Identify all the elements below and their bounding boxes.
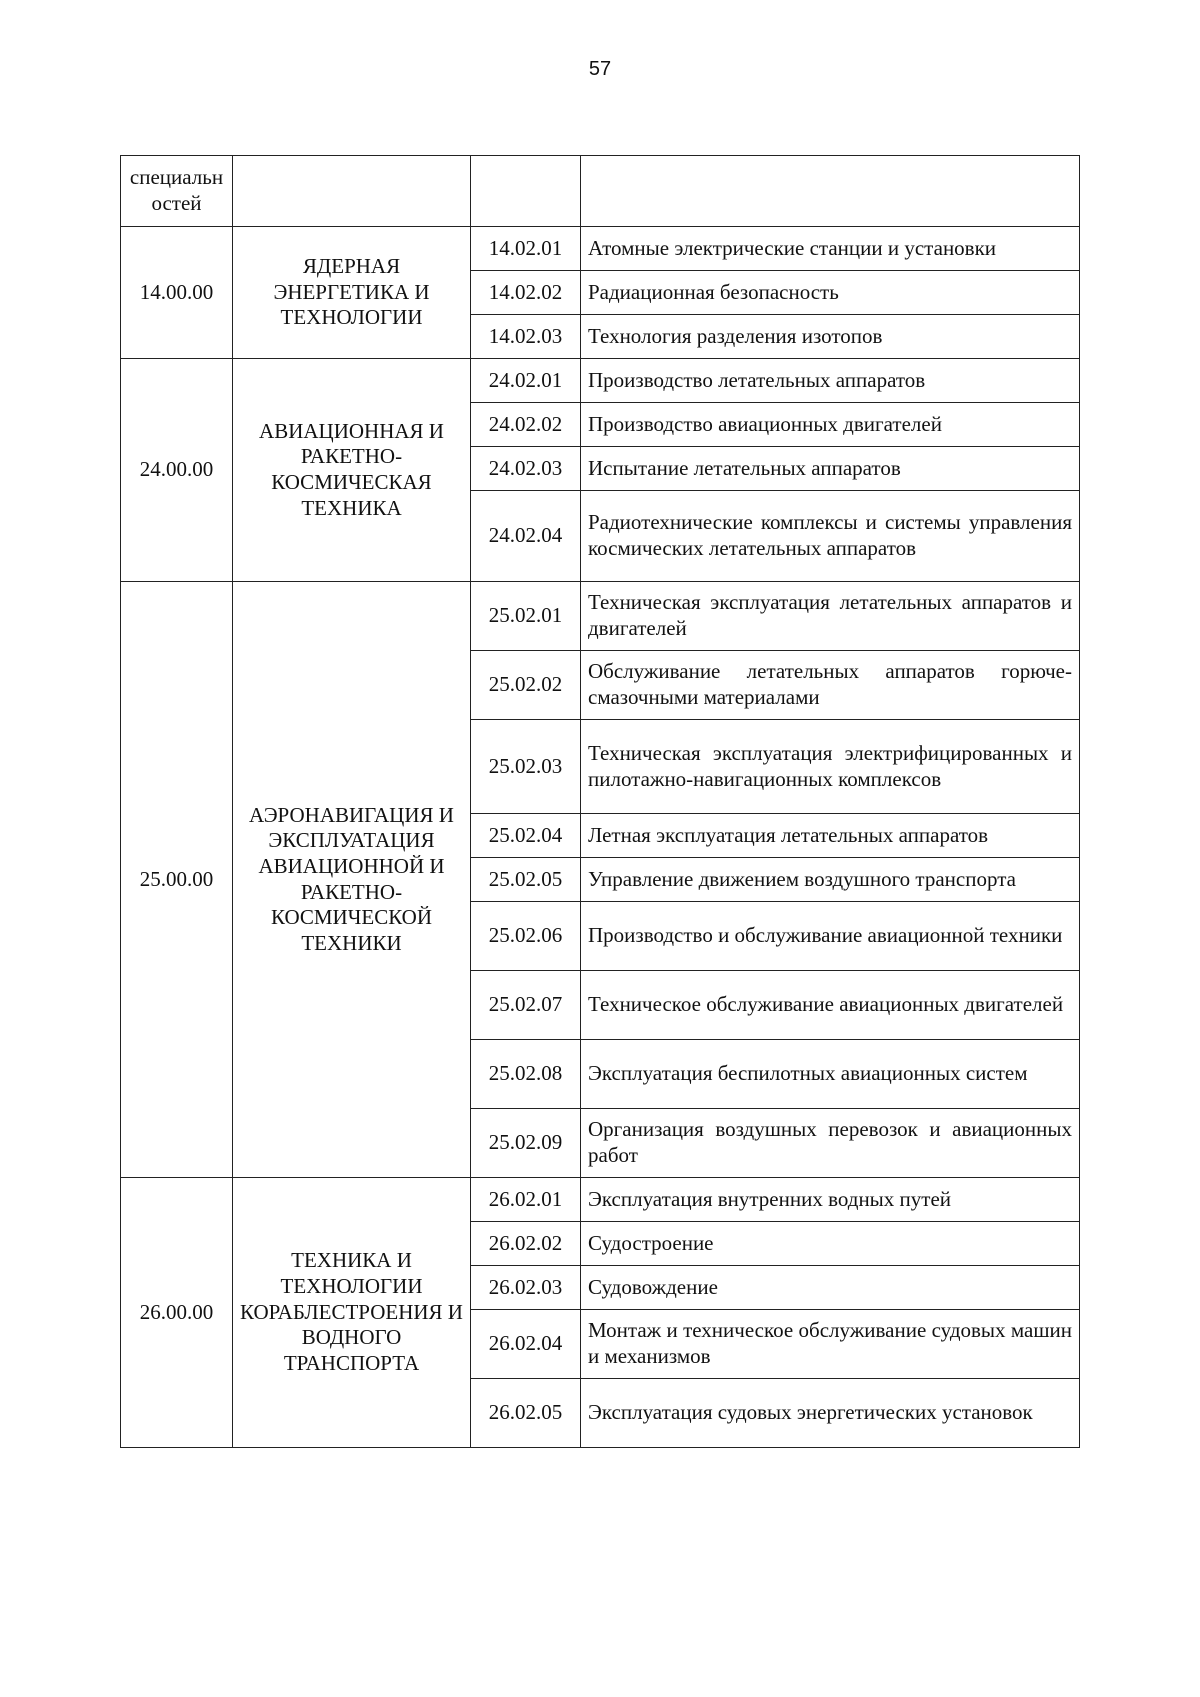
specialty-name-cell: Производство и обслуживание авиационной техники bbox=[581, 902, 1080, 971]
specialty-code-cell: 25.02.06 bbox=[471, 902, 581, 971]
header-cell-group-name bbox=[233, 156, 471, 227]
group-name-cell: АВИАЦИОННАЯ И РАКЕТНО-КОСМИЧЕСКАЯ ТЕХНИКА bbox=[233, 359, 471, 582]
specialty-code-cell: 24.02.04 bbox=[471, 491, 581, 582]
group-name-cell: ТЕХНИКА И ТЕХНОЛОГИИ КОРАБЛЕСТРОЕНИЯ И ВОДНОГО ТРАНСПОРТА bbox=[233, 1178, 471, 1448]
specialty-name-cell: Техническое обслуживание авиационных двигателей bbox=[581, 971, 1080, 1040]
specialty-code-cell: 14.02.03 bbox=[471, 315, 581, 359]
page-number: 57 bbox=[588, 58, 612, 80]
specialty-code-cell: 24.02.02 bbox=[471, 403, 581, 447]
specialty-name-cell: Судовождение bbox=[581, 1266, 1080, 1310]
specialty-name-cell: Технология разделения изотопов bbox=[581, 315, 1080, 359]
specialty-name-cell: Испытание летательных аппаратов bbox=[581, 447, 1080, 491]
group-code-cell: 26.00.00 bbox=[121, 1178, 233, 1448]
specialty-code-cell: 25.02.04 bbox=[471, 814, 581, 858]
specialty-name-cell: Управление движением воздушного транспорта bbox=[581, 858, 1080, 902]
specialty-code-cell: 25.02.01 bbox=[471, 582, 581, 651]
table-row bbox=[121, 1178, 1080, 1222]
specialty-name-cell: Судостроение bbox=[581, 1222, 1080, 1266]
header-cell-code bbox=[471, 156, 581, 227]
specialty-name-cell: Атомные электрические станции и установки bbox=[581, 227, 1080, 271]
specialty-name-cell: Радиотехнические комплексы и системы управления космических летательных аппаратов bbox=[581, 491, 1080, 582]
specialties-table bbox=[120, 155, 1080, 1448]
table-row bbox=[121, 582, 1080, 651]
specialty-name-cell: Техническая эксплуатация летательных аппаратов и двигателей bbox=[581, 582, 1080, 651]
specialty-name-cell: Монтаж и техническое обслуживание судовых машин и механизмов bbox=[581, 1310, 1080, 1379]
specialty-name-cell: Производство летательных аппаратов bbox=[581, 359, 1080, 403]
specialty-name-cell: Летная эксплуатация летательных аппаратов bbox=[581, 814, 1080, 858]
specialty-code-cell: 14.02.01 bbox=[471, 227, 581, 271]
specialty-name-cell: Обслуживание летательных аппаратов горюче-смазочными материалами bbox=[581, 651, 1080, 720]
header-cell-group-code: специальн остей bbox=[121, 156, 233, 227]
table-row bbox=[121, 227, 1080, 271]
group-code-cell: 24.00.00 bbox=[121, 359, 233, 582]
group-name-cell: ЯДЕРНАЯ ЭНЕРГЕТИКА И ТЕХНОЛОГИИ bbox=[233, 227, 471, 359]
specialty-code-cell: 26.02.03 bbox=[471, 1266, 581, 1310]
specialty-name-cell: Эксплуатация судовых энергетических установок bbox=[581, 1379, 1080, 1448]
specialty-name-cell: Организация воздушных перевозок и авиационных работ bbox=[581, 1109, 1080, 1178]
specialty-name-cell: Радиационная безопасность bbox=[581, 271, 1080, 315]
table-row bbox=[121, 359, 1080, 403]
specialty-code-cell: 24.02.01 bbox=[471, 359, 581, 403]
header-row bbox=[121, 156, 1080, 227]
group-name-cell: АЭРОНАВИГАЦИЯ И ЭКСПЛУАТАЦИЯ АВИАЦИОННОЙ И РАКЕТНО-КОСМИЧЕСКОЙ ТЕХНИКИ bbox=[233, 582, 471, 1178]
group-code-cell: 14.00.00 bbox=[121, 227, 233, 359]
specialty-name-cell: Производство авиационных двигателей bbox=[581, 403, 1080, 447]
header-cell-name bbox=[581, 156, 1080, 227]
specialty-code-cell: 25.02.09 bbox=[471, 1109, 581, 1178]
specialty-code-cell: 26.02.05 bbox=[471, 1379, 581, 1448]
specialty-name-cell: Эксплуатация беспилотных авиационных систем bbox=[581, 1040, 1080, 1109]
specialty-code-cell: 26.02.02 bbox=[471, 1222, 581, 1266]
specialty-code-cell: 25.02.05 bbox=[471, 858, 581, 902]
specialty-name-cell: Техническая эксплуатация электрифицированных и пилотажно-навигационных комплексов bbox=[581, 720, 1080, 814]
specialty-code-cell: 25.02.07 bbox=[471, 971, 581, 1040]
specialty-code-cell: 25.02.02 bbox=[471, 651, 581, 720]
specialty-name-cell: Эксплуатация внутренних водных путей bbox=[581, 1178, 1080, 1222]
specialty-code-cell: 26.02.04 bbox=[471, 1310, 581, 1379]
specialty-code-cell: 25.02.08 bbox=[471, 1040, 581, 1109]
specialty-code-cell: 26.02.01 bbox=[471, 1178, 581, 1222]
specialty-code-cell: 14.02.02 bbox=[471, 271, 581, 315]
specialty-code-cell: 25.02.03 bbox=[471, 720, 581, 814]
specialty-code-cell: 24.02.03 bbox=[471, 447, 581, 491]
table-body bbox=[121, 156, 1080, 1448]
group-code-cell: 25.00.00 bbox=[121, 582, 233, 1178]
